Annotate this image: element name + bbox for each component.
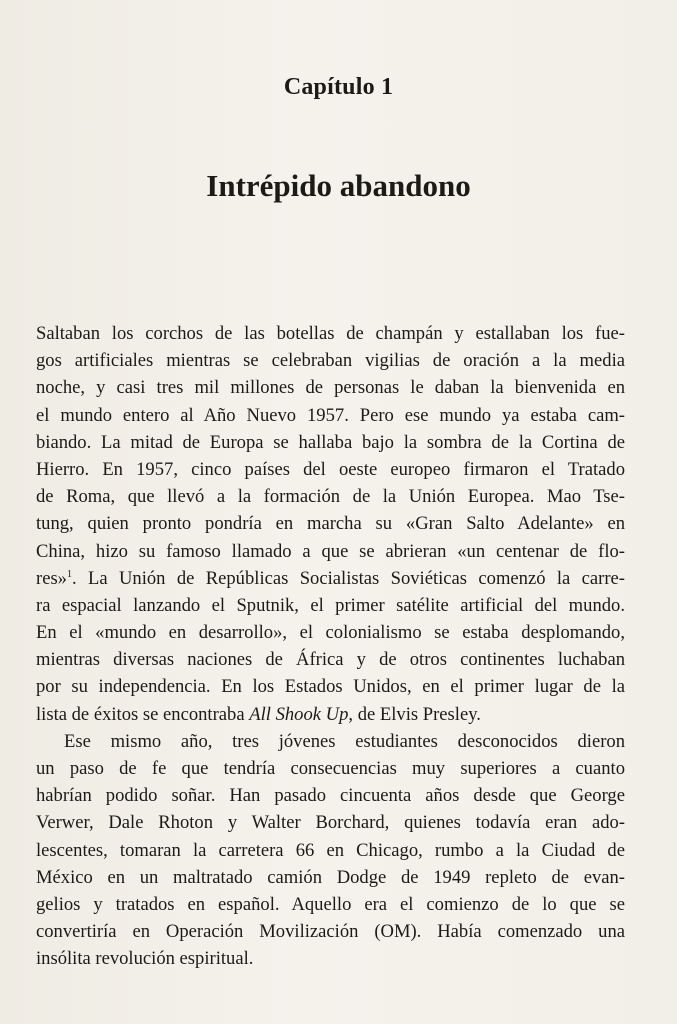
text-line: el mundo entero al Año Nuevo 1957. Pero ese mundo ya estaba cam- bbox=[36, 404, 625, 426]
paragraph-1 bbox=[36, 320, 625, 728]
text-line: En el «mundo en desarrollo», el colonialismo se estaba desplomando, bbox=[36, 622, 625, 644]
text-line: mientras diversas naciones de África y de otros continentes luchaban bbox=[36, 649, 625, 671]
text-line: Hierro. En 1957, cinco países del oeste europeo firmaron el Tratado bbox=[36, 458, 625, 480]
text-line: gelios y tratados en español. Aquello era el comienzo de lo que se bbox=[36, 893, 625, 915]
text-line: gos artificiales mientras se celebraban vigilias de oración a la media bbox=[36, 350, 625, 372]
text-line: convertiría en Operación Movilización (OM). Había comenzado una bbox=[36, 921, 625, 943]
text-line bbox=[36, 565, 625, 592]
chapter-label: Capítulo 1 bbox=[283, 74, 394, 100]
text-line: Saltaban los corchos de las botellas de champán y estallaban los fue- bbox=[36, 323, 625, 344]
text-line: noche, y casi tres mil millones de personas le daban la bienvenida en bbox=[36, 377, 625, 399]
text-fragment: . La Unión de Repúblicas Socialistas Soviéticas comenzó la carre- bbox=[71, 567, 625, 589]
text-line: ra espacial lanzando el Sputnik, el primer satélite artificial del mundo. bbox=[36, 594, 625, 616]
text-line: China, hizo su famoso llamado a que se abrieran «un centenar de flo- bbox=[36, 540, 625, 562]
paragraph-2 bbox=[36, 728, 625, 973]
text-line: tung, quien pronto pondría en marcha su «Gran Salto Adelante» en bbox=[36, 513, 625, 535]
text-fragment: res» bbox=[36, 567, 67, 589]
text-line: un paso de fe que tendría consecuencias muy superiores a cuanto bbox=[36, 758, 625, 779]
text-line: México en un maltratado camión Dodge de 1949 repleto de evan- bbox=[36, 866, 625, 888]
text-line: Ese mismo año, tres jóvenes estudiantes desconocidos dieron bbox=[64, 730, 625, 752]
text-line: de Roma, que llevó a la formación de la Unión Europea. Mao Tse- bbox=[36, 486, 625, 508]
text-fragment: lista de éxitos se encontraba bbox=[36, 703, 250, 725]
text-line: habrían podido soñar. Han pasado cincuenta años desde que George bbox=[36, 785, 625, 807]
chapter-title: Intrépido abandono bbox=[206, 168, 471, 203]
text-line: biando. La mitad de Europa se hallaba bajo la sombra de la Cortina de bbox=[36, 431, 625, 453]
song-title: All Shook Up bbox=[249, 703, 349, 725]
text-line: insólita revolución espiritual. bbox=[36, 948, 254, 970]
footnote-marker[interactable]: 1 bbox=[66, 568, 72, 580]
text-fragment: , de Elvis Presley. bbox=[348, 703, 481, 725]
text-line: por su independencia. En los Estados Unidos, en el primer lugar de la bbox=[36, 676, 625, 698]
text-line: lescentes, tomaran la carretera 66 en Chicago, rumbo a la Ciudad de bbox=[36, 839, 625, 861]
body-text bbox=[36, 320, 625, 973]
text-line bbox=[36, 701, 625, 728]
text-line: Verwer, Dale Rhoton y Walter Borchard, quienes todavía eran ado- bbox=[36, 812, 625, 834]
